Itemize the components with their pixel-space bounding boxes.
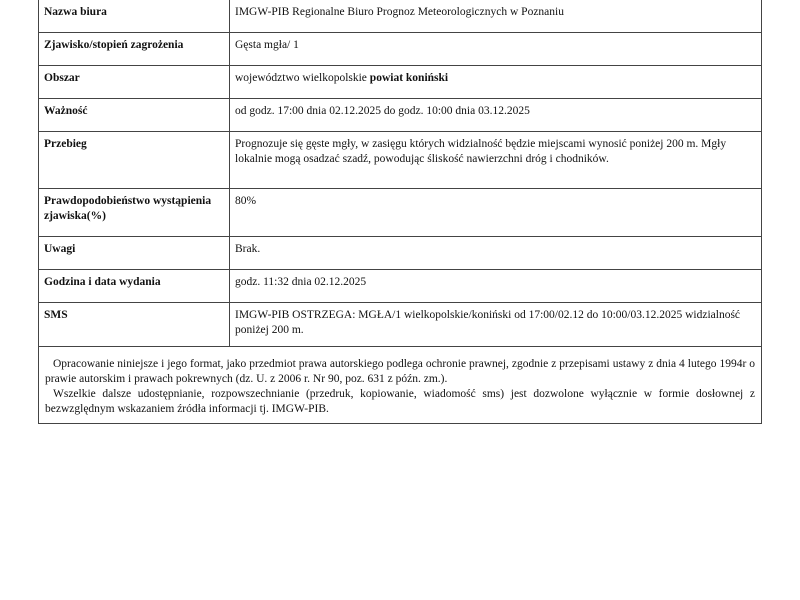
validity-label: Ważność [39,99,230,132]
issue-time-label: Godzina i data wydania [39,270,230,303]
row-sms [39,303,762,347]
area-value [230,66,762,99]
row-phenomenon [39,33,762,66]
sms-value: IMGW-PIB OSTRZEGA: MGŁA/1 wielkopolskie/koniński od 17:00/02.12 do 10:00/03.12.2025 widzialność poniżej 200 m. [230,303,762,347]
row-copyright [39,347,762,424]
issue-time-value: godz. 11:32 dnia 02.12.2025 [230,270,762,303]
probability-value: 80% [230,189,762,237]
area-label: Obszar [39,66,230,99]
copyright-paragraph-1: Opracowanie niniejsze i jego format, jako przedmiot prawa autorskiego podlega ochronie prawnej, zgodnie z przepisami ustawy z dnia 4 lutego 1994r o prawie autorskim i prawach pokrewnych (dz. U. z 2006 r. Nr 90, poz. 631 z późn. zm.). [45,358,755,385]
row-probability [39,189,762,237]
row-remarks [39,237,762,270]
copyright-notice [39,347,762,424]
row-area [39,66,762,99]
course-value: Prognozuje się gęste mgły, w zasięgu których widzialność będzie miejscami wynosić poniżej 200 m. Mgły lokalnie mogą osadzać szadź, powodując śliskość nawierzchni dróg i chodników. [230,132,762,189]
validity-value: od godz. 17:00 dnia 02.12.2025 do godz. 10:00 dnia 03.12.2025 [230,99,762,132]
office-name-value: IMGW-PIB Regionalne Biuro Prognoz Meteorologicznych w Poznaniu [230,0,762,33]
area-value-county: powiat koniński [369,72,449,84]
row-validity [39,99,762,132]
row-office-name [39,0,762,33]
sms-label: SMS [39,303,230,347]
row-course [39,132,762,189]
remarks-value: Brak. [230,237,762,270]
remarks-label: Uwagi [39,237,230,270]
warning-table [38,0,762,424]
probability-label: Prawdopodobieństwo wystąpienia zjawiska(%) [39,189,230,237]
office-name-label: Nazwa biura [39,0,230,33]
copyright-paragraph-2: Wszelkie dalsze udostępnianie, rozpowszechnianie (przedruk, kopiowanie, wiadomość sms) jest dozwolone wyłącznie w formie dosłownej z bezwzględnym wskazaniem źródła informacji tj. IMGW-PIB. [45,388,755,415]
area-value-prefix: województwo wielkopolskie [235,72,370,84]
row-issue-time [39,270,762,303]
phenomenon-value: Gęsta mgła/ 1 [230,33,762,66]
phenomenon-label: Zjawisko/stopień zagrożenia [39,33,230,66]
course-label: Przebieg [39,132,230,189]
